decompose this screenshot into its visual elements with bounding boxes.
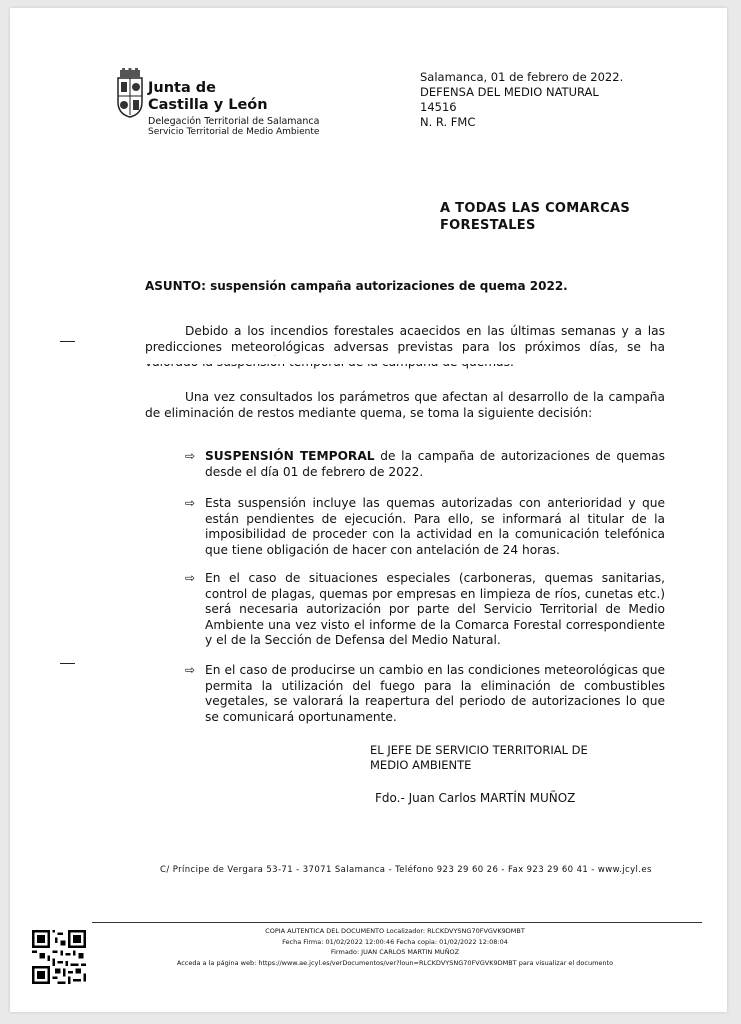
logo-title-line1: Junta de [148, 80, 217, 96]
margin-dash [60, 663, 75, 664]
signature-block [370, 743, 588, 773]
footer-verify-link[interactable]: Acceda a la página web: https://www.ae.jcyl.es/verDocumentos/ver?loun=RLCKDVYSNG70FVGVK9DMBT para visualizar el documento [176, 958, 614, 967]
bullet-1-rest: de la campaña de autorizaciones de quemas desde el día 01 de febrero de 2022. [205, 449, 665, 479]
footer-dates: Fecha Firma: 01/02/2022 12:00:46 Fecha copia: 01/02/2022 12:08:04 [282, 937, 508, 946]
signature-name: Fdo.- Juan Carlos MARTÍN MUÑOZ [375, 791, 576, 805]
header-ref: N. R. FMC [420, 115, 476, 129]
logo-service: Servicio Territorial de Medio Ambiente [148, 127, 320, 137]
footer-copy-locator: COPIA AUTENTICA DEL DOCUMENTO Localizador: RLCKDVYSNG70FVGVK9DMBT [265, 927, 525, 935]
signature-title-line1: EL JEFE DE SERVICIO TERRITORIAL DE [370, 743, 588, 757]
margin-dash [60, 341, 75, 342]
bullet-1-bold: SUSPENSIÓN TEMPORAL [205, 449, 375, 463]
arrow-icon: ⇨ [185, 496, 196, 510]
bullet-3-text: En el caso de situaciones especiales (carboneras, quemas sanitarias, control de plagas, quemas por empresas en limpieza de ríos, cunetas etc.) será necesaria autorización por parte del Servicio Territorial de Medio Ambiente una vez visto el informe de la Comarca Forestal correspondiente y el de la Sección de Defensa del Medio Natural. [205, 571, 665, 647]
document-header [420, 70, 623, 130]
logo-title [148, 80, 268, 114]
arrow-icon: ⇨ [185, 571, 196, 585]
paragraph-1-text: Debido a los incendios forestales acaecidos en las últimas semanas y a las predicciones meteorológicas adversas previstas para los próximos días, se ha [145, 324, 665, 354]
signature-title-line2: MEDIO AMBIENTE [370, 758, 472, 772]
recipient [440, 200, 630, 234]
bullet-2-text: Esta suspensión incluye las quemas autorizadas con anterioridad y que están pendientes de ejecución. Para ello, se informará al titular de la imposibilidad de proceder con la actividad en la comunicación telefónica que tiene obligación de hacer con antelación de 24 horas. [205, 496, 665, 557]
address-line: C/ Príncipe de Vergara 53-71 - 37071 Salamanca - Teléfono 923 29 60 26 - Fax 923 29 60 41 - www.jcyl.es [160, 865, 652, 875]
recipient-line1: A TODAS LAS COMARCAS [440, 201, 631, 216]
arrow-icon: ⇨ [185, 663, 196, 677]
header-department: DEFENSA DEL MEDIO NATURAL [420, 85, 599, 99]
header-number: 14516 [420, 100, 457, 114]
arrow-icon: ⇨ [185, 449, 196, 463]
logo-title-line2: Castilla y León [148, 97, 268, 113]
subject-line: ASUNTO: suspensión campaña autorizaciones de quema 2022. [145, 279, 568, 293]
document-page [10, 8, 727, 1012]
logo-delegation: Delegación Territorial de Salamanca [148, 116, 320, 127]
coat-of-arms-icon [115, 68, 145, 118]
bullet-1-text [205, 449, 665, 480]
bullet-4-text: En el caso de producirse un cambio en las condiciones meteorológicas que permita la utilización del fuego para la eliminación de combustibles vegetales, se valorará la reapertura del periodo de autorizaciones lo que se comunicará oportunamente. [205, 663, 665, 724]
footer-divider [92, 922, 702, 923]
footer-signed-by: Firmado: JUAN CARLOS MARTIN MUÑOZ [330, 948, 460, 956]
footer-verification [160, 926, 630, 968]
qr-code-icon [32, 930, 86, 984]
scan-cut [145, 356, 665, 364]
header-date: Salamanca, 01 de febrero de 2022. [420, 70, 624, 84]
paragraph-2 [145, 390, 665, 421]
paragraph-2-text: Una vez consultados los parámetros que afectan al desarrollo de la campaña de eliminación de restos mediante quema, se toma la siguiente decisión: [145, 390, 665, 420]
recipient-line2: FORESTALES [440, 218, 536, 233]
